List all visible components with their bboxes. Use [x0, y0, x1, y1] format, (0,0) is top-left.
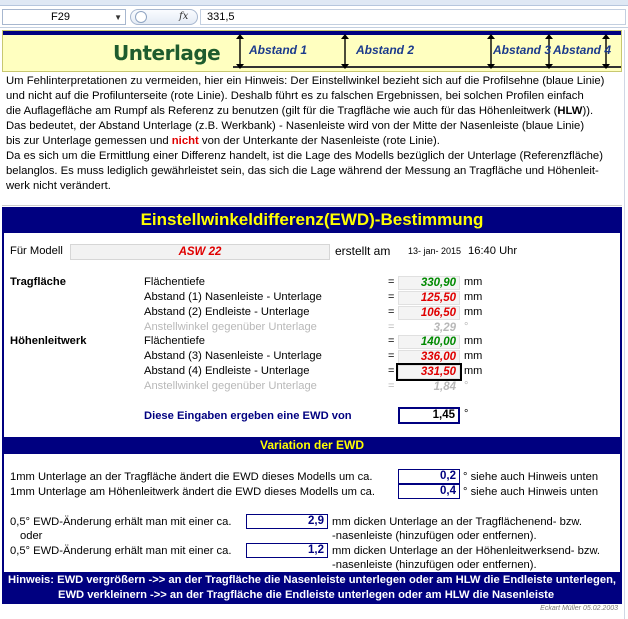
hint-text-part: die Auflagefläche am Rumpf als Referenz zu benutzen (gilt für die Tragfläche wie auch für das Höhenleitwerk ( [6, 105, 558, 117]
erstellt-label: erstellt am [335, 244, 391, 258]
variation-header: Variation der EWD [2, 437, 622, 454]
tf-abstand1-label: Abstand (1) Nasenleiste - Unterlage [144, 291, 322, 303]
variation-row2-value: 0,4 [398, 484, 460, 499]
variation-row3-value: 2,9 [246, 514, 328, 529]
unit-label: mm [464, 291, 483, 303]
variation-row3-suffix: mm dicken Unterlage an der Tragflächenend- bzw. [332, 516, 582, 528]
hint-line: und nicht auf die Profilunterseite (rote Linie). Deshalb führt es zu falschen Ergebnissen, bei solchen Profilen einfach [6, 90, 584, 102]
tf-anstellwinkel-label: Anstellwinkel gegenüber Unterlage [144, 321, 317, 333]
variation-row4-label: 0,5° EWD-Änderung erhält man mit einer ca. [10, 545, 232, 557]
hlw-abstand4-label: Abstand (4) Endleiste - Unterlage [144, 365, 310, 377]
variation-row4-suffix: mm dicken Unterlage an der Höhenleitwerksend- bzw. [332, 545, 601, 557]
ewd-main-header: Einstellwinkeldifferenz(EWD)-Bestimmung [2, 207, 622, 233]
hint-text-part: von der Unterkante der Nasenleiste (rote Linie). [198, 135, 440, 147]
chevron-down-icon[interactable]: ▼ [114, 13, 122, 22]
unit-label: mm [464, 335, 483, 347]
tf-abstand1-input[interactable]: 125,50 [398, 291, 460, 305]
modell-label: Für Modell [10, 245, 63, 257]
variation-row1-suffix: ° siehe auch Hinweis unten [463, 471, 599, 483]
eq-sign: = [388, 350, 395, 362]
variation-oder: oder [20, 530, 43, 542]
hlw-anstellwinkel-label: Anstellwinkel gegenüber Unterlage [144, 380, 317, 392]
unit-label: mm [464, 365, 483, 377]
erstellt-time: 16:40 Uhr [468, 245, 518, 257]
hlw-flaechentiefe-label: Flächentiefe [144, 335, 205, 347]
hint-line: werk nicht verändert. [6, 180, 111, 192]
author-signature: Eckart Müller 05.02.2003 [540, 605, 618, 612]
hint-line: Um Fehlinterpretationen zu vermeiden, hier ein Hinweis: Der Einstellwinkel bezieht sich auf die Profilsehne (blaue Linie) [6, 75, 605, 87]
tf-abstand2-label: Abstand (2) Endleiste - Unterlage [144, 306, 310, 318]
tf-anstellwinkel-value: 3,29 [433, 322, 456, 334]
abstand-4-label: Abstand 4 [553, 43, 612, 57]
footer-line-2: EWD verkleinern ->> an der Tragfläche die Endleiste unterlegen oder am HLW die Nasenleiste unterlegen. [58, 589, 555, 616]
variation-row2-suffix: ° siehe auch Hinweis unten [463, 486, 599, 498]
column-gridline [624, 30, 625, 619]
eq-sign: = [388, 306, 395, 318]
tf-abstand2-input[interactable]: 106,50 [398, 306, 460, 320]
name-box[interactable] [2, 9, 126, 25]
fx-button-area[interactable] [130, 9, 198, 25]
tf-flaechentiefe-input[interactable]: 330,90 [398, 276, 460, 290]
cancel-entry-icon[interactable] [135, 11, 147, 23]
modell-name-field[interactable]: ASW 22 [70, 244, 330, 260]
ewd-result-value: 1,45 [398, 407, 460, 424]
formula-input[interactable]: 331,5 [200, 9, 626, 25]
cell-reference: F29 [51, 11, 70, 23]
hint-line: belanglos. Es muss lediglich gewährleistet sein, das sich die Lage während der Messung an Tragfläche und Höhenleit- [6, 165, 599, 177]
abstand-1-label: Abstand 1 [249, 43, 308, 57]
unit-label: mm [464, 350, 483, 362]
hint-nicht-emphasis: nicht [171, 135, 199, 147]
tf-flaechentiefe-label: Flächentiefe [144, 276, 205, 288]
hint-line: Das bedeutet, der Abstand Unterlage (z.B. Werkbank) - Nasenleiste wird von der Mitte der Nasenleiste (blaue Linie) [6, 120, 585, 132]
eq-sign: = [388, 321, 395, 333]
hint-hlw-bold: HLW [557, 105, 583, 117]
eq-sign: = [388, 276, 395, 288]
variation-row3-suffix2: -nasenleiste (hinzufügen oder entfernen). [332, 530, 537, 542]
formula-bar [0, 6, 628, 28]
fx-icon[interactable]: fx [179, 11, 189, 22]
hint-text-part: bis zur Unterlage gemessen und [6, 135, 172, 147]
eq-sign: = [388, 380, 395, 392]
hint-paragraph [2, 73, 622, 206]
hint-line: Da es sich um die Ermittlung einer Differenz handelt, ist die Lage des Modells bezüglich der Unterlage (Referenzfläche) [6, 150, 603, 162]
eq-sign: = [388, 335, 395, 347]
footer-line-1: Hinweis: EWD vergrößern ->> an der Tragfläche die Nasenleiste unterlegen oder am HLW die Endleiste unterlegen, [8, 574, 617, 586]
unit-label: mm [464, 276, 483, 288]
variation-row2-label: 1mm Unterlage am Höhenleitwerk ändert die EWD dieses Modells um ca. [10, 486, 375, 498]
unterlage-banner [2, 30, 622, 72]
variation-row4-suffix2: -nasenleiste (hinzufügen oder entfernen). [332, 559, 537, 571]
erstellt-date: 13- jan- 2015 [408, 246, 462, 256]
ewd-result-label: Diese Eingaben ergeben eine EWD von [144, 410, 352, 422]
unit-label: ° [464, 321, 469, 333]
tragflaeche-heading: Tragfläche [10, 276, 66, 288]
eq-sign: = [388, 365, 395, 377]
abstand-2-label: Abstand 2 [356, 43, 415, 57]
variation-row4-value: 1,2 [246, 543, 328, 558]
hlw-anstellwinkel-value: 1,84 [433, 381, 456, 393]
unit-label: ° [464, 380, 469, 392]
hlw-abstand4-input[interactable]: 331,50 [398, 365, 460, 379]
hint-line [6, 134, 618, 149]
banner-title: Unterlage [113, 41, 221, 65]
eq-sign: = [388, 291, 395, 303]
abstand-3-label: Abstand 3 [493, 43, 552, 57]
unit-label: mm [464, 306, 483, 318]
hoehenleitwerk-heading: Höhenleitwerk [10, 335, 87, 347]
hlw-abstand3-label: Abstand (3) Nasenleiste - Unterlage [144, 350, 322, 362]
variation-row1-label: 1mm Unterlage an der Tragfläche ändert die EWD dieses Modells um ca. [10, 471, 373, 483]
variation-row3-label: 0,5° EWD-Änderung erhält man mit einer ca. [10, 516, 232, 528]
variation-row1-value: 0,2 [398, 469, 460, 484]
hint-text-part: )). [582, 105, 594, 117]
ewd-result-unit: ° [464, 408, 469, 420]
hlw-flaechentiefe-input[interactable]: 140,00 [398, 335, 460, 349]
hint-line [6, 104, 618, 119]
hlw-abstand3-input[interactable]: 336,00 [398, 350, 460, 364]
